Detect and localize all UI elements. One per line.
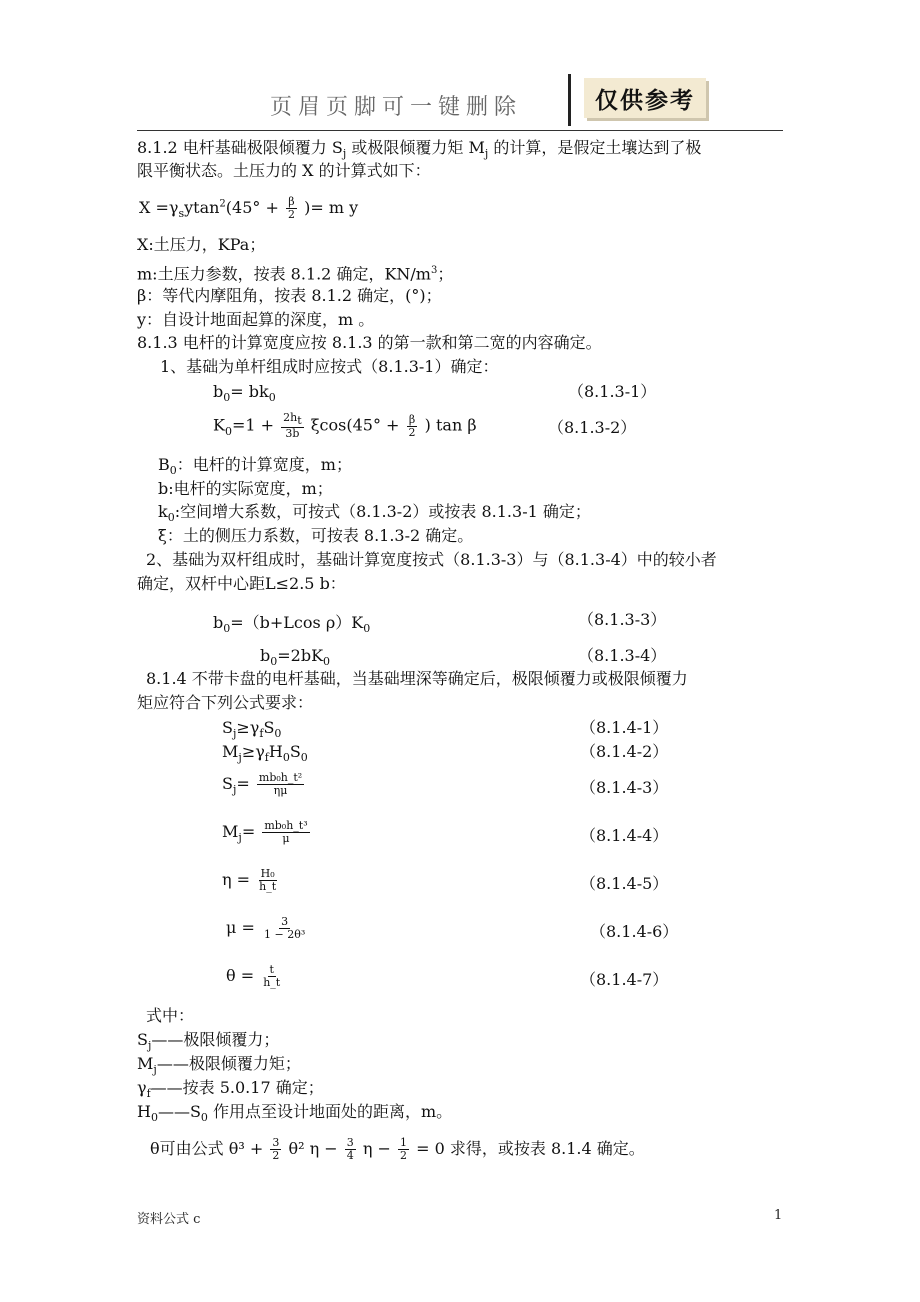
eq-number: （8.1.4-4） (580, 826, 669, 845)
eq-number: （8.1.3-1） (568, 382, 657, 401)
where-label: 式中： (146, 1006, 195, 1025)
eq-number: （8.1.4-7） (580, 970, 669, 989)
eq-b0-double: $b_0=(b+Lcos$ $\rho)K_0$ (213, 613, 371, 636)
eq-8-1-4-4: $M_j=$ $\frac{\text{mb₀h\_t³}}{\mu}$ (222, 819, 308, 845)
eq-number: （8.1.4-3） (580, 778, 669, 797)
item-1: 1、基础为单杆组成时应按式（8.1.3-1）确定： (160, 357, 499, 376)
page-number: 1 (774, 1208, 783, 1223)
section-8-1-2-line2: 限平衡状态。土压力的 X 的计算式如下： (137, 161, 431, 180)
header-title: 页眉页脚可一键删除 (270, 95, 523, 120)
eq-8-1-4-7: θ = $\frac{t}{h\_t}$ (226, 963, 281, 989)
eq-8-1-4-3: $S_j=$ $\frac{\text{mb₀h\_t²}}{\eta\mu}$ (222, 771, 303, 797)
def-m: m:土压力参数，按表 8.1.2 确定，$KN/m^3$； (137, 264, 454, 284)
theta-equation: θ可由公式 θ³ + $\frac{3}{2}$ θ² η − $\frac{3}{4}$ η − $\frac{1}{2}$ = 0 求得，或按表 8.1.4 确定。 (150, 1136, 645, 1162)
where-gammaf: $\gamma_f——$按表 5.0.17 确定； (137, 1078, 324, 1101)
where-h0: $H_0——S_0$ 作用点至设计地面处的距离，m。 (137, 1102, 453, 1125)
eq-8-1-4-2: $M_j\ge\gamma_fH_0S_0$ (222, 742, 308, 765)
eq-number: （8.1.4-5） (580, 874, 669, 893)
eq-number: （8.1.3-2） (548, 418, 637, 437)
item-2-line2: 确定，双杆中心距L≤2.5 b： (137, 574, 346, 593)
eq-number: （8.1.4-2） (580, 742, 669, 761)
def-x: X:土压力，KPa； (137, 235, 266, 254)
eq-number: （8.1.4-1） (580, 718, 669, 737)
eq-b0-2bk0: $b_0=2bK_0$ (260, 646, 331, 669)
eq-8-1-4-6: μ = $\frac{3}{\text{1 − 2θ³}}$ (226, 915, 306, 941)
def-xi: ξ：土的侧压力系数，可按表 8.1.3-2 确定。 (158, 526, 474, 545)
section-8-1-3: 8.1.3 电杆的计算宽度应按 8.1.3 的第一款和第二宽的内容确定。 (137, 333, 602, 352)
footer-left: 资料公式 c (137, 1212, 201, 1227)
def-k0: $k_0$:空间增大系数，可按式（8.1.3-2）或按表 8.1.3-1 确定； (158, 502, 591, 525)
where-mj: $M_j——$极限倾覆力矩； (137, 1054, 301, 1077)
def-B0: $B_0$：电杆的计算宽度，m； (158, 455, 352, 478)
def-b: b:电杆的实际宽度，m； (158, 479, 333, 498)
eq-number: （8.1.3-3） (578, 610, 667, 629)
section-8-1-2-line1: 8.1.2 电杆基础极限倾覆力 $S_j$ 或极限倾覆力矩 $M_j$ 的计算，是假定土壤达到了极 (137, 138, 702, 161)
where-sj: $S_j——$极限倾覆力； (137, 1030, 280, 1053)
header-divider (568, 74, 571, 126)
eq-b0: $b_0= bk_0$ (213, 382, 276, 405)
item-2-line1: 2、基础为双杆组成时，基础计算宽度按式（8.1.3-3）与（8.1.3-4）中的较小者 (146, 550, 717, 569)
def-beta: β：等代内摩阻角，按表 8.1.2 确定，(°)； (137, 286, 442, 305)
header-badge: 仅供参考 (584, 78, 706, 118)
section-8-1-4-line2: 矩应符合下列公式要求： (137, 693, 314, 712)
eq-8-1-4-1: $S_j\ge\gamma_fS_0$ (222, 718, 282, 741)
header-rule (137, 130, 783, 131)
eq-8-1-4-5: η = $\frac{\text{H₀}}{h\_t}$ (222, 867, 277, 893)
eq-k0: $K_0=1$ + $\frac{2h_t}{3b}$ ξcos(45° + $\frac{\beta}{2}$ ) tan β (213, 411, 477, 441)
section-8-1-4-line1: 8.1.4 不带卡盘的电杆基础，当基础埋深等确定后，极限倾覆力或极限倾覆力 (146, 669, 688, 688)
formula-x: $X =\gamma_sytan^2(45^\circ$ + $\frac{\beta}{2}$ )= m y (139, 195, 359, 221)
eq-number: （8.1.3-4） (578, 646, 667, 665)
eq-number: （8.1.4-6） (590, 922, 679, 941)
def-y: y：自设计地面起算的深度，m 。 (137, 310, 375, 329)
